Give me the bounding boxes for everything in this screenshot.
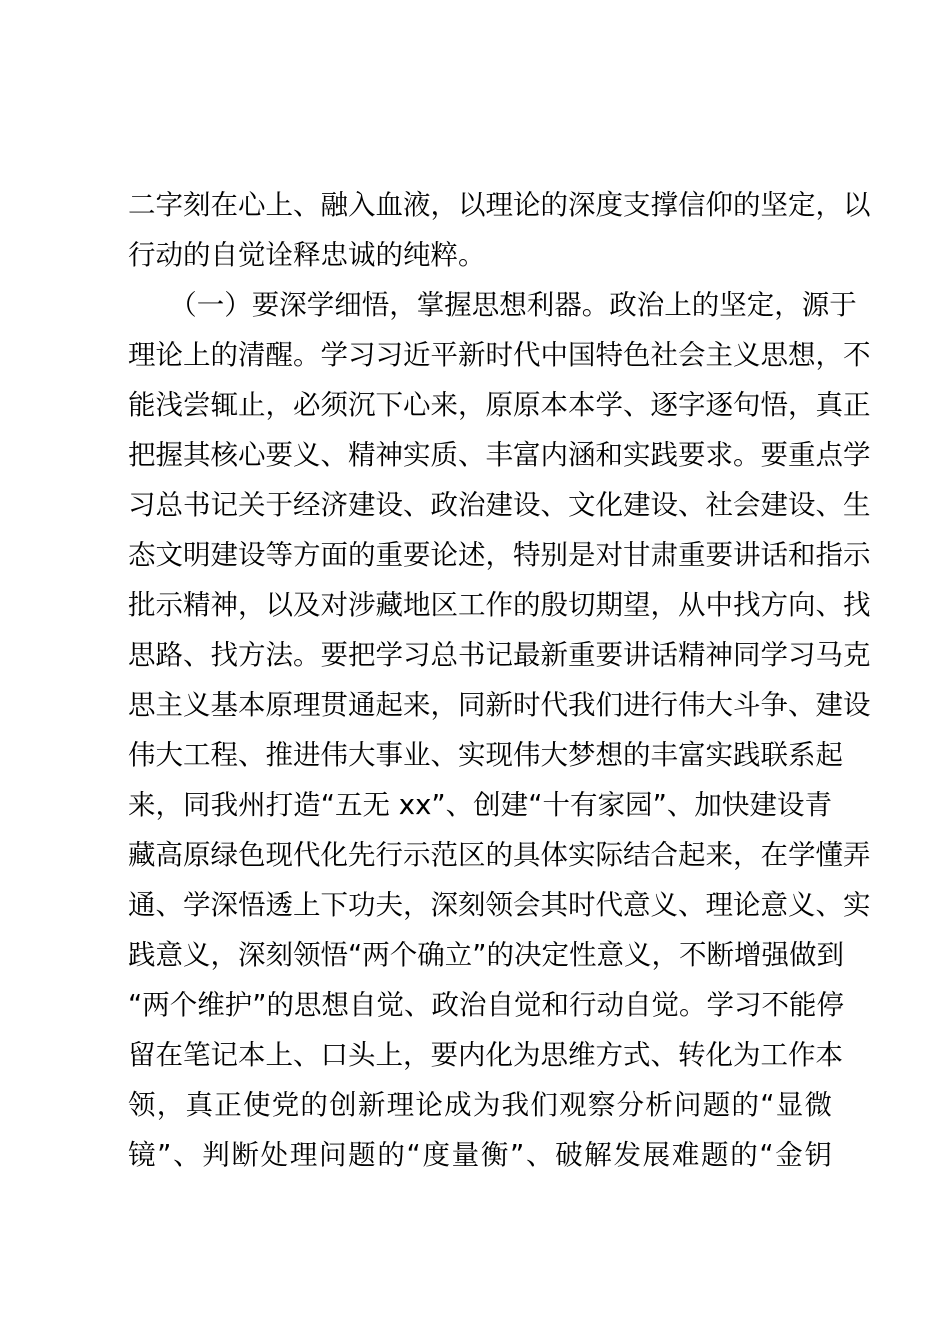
text-line: 能浅尝辄止，必须沉下心来，原原本本学、逐字逐句悟，真正 <box>128 389 871 421</box>
text-line: 来，同我州打造“五无 xx”、创建“十有家园”、加快建设青 <box>128 789 832 821</box>
document-body <box>128 180 871 1180</box>
text-line: 把握其核心要义、精神实质、丰富内涵和实践要求。要重点学 <box>128 439 871 471</box>
text-line: 镜”、判断处理问题的“度量衡”、破解发展难题的“金钥 <box>128 1139 832 1171</box>
text-line: 批示精神，以及对涉藏地区工作的殷切期望，从中找方向、找 <box>128 589 871 621</box>
section-heading-line: （一）要深学细悟，掌握思想利器。政治上的坚定，源于 <box>128 289 857 321</box>
text-line: 习总书记关于经济建设、政治建设、文化建设、社会建设、生 <box>128 489 871 521</box>
text-line: 理论上的清醒。学习习近平新时代中国特色社会主义思想，不 <box>128 339 871 371</box>
text-line: 藏高原绿色现代化先行示范区的具体实际结合起来，在学懂弄 <box>128 839 871 871</box>
text-line: 思路、找方法。要把学习总书记最新重要讲话精神同学习马克 <box>128 639 871 671</box>
text-line: 态文明建设等方面的重要论述，特别是对甘肃重要讲话和指示 <box>128 539 871 571</box>
text-line: 留在笔记本上、口头上，要内化为思维方式、转化为工作本 <box>128 1039 843 1071</box>
text-line: 领，真正使党的创新理论成为我们观察分析问题的“显微 <box>128 1089 832 1121</box>
text-line: 通、学深悟透上下功夫，深刻领会其时代意义、理论意义、实 <box>128 889 871 921</box>
text-line: 思主义基本原理贯通起来，同新时代我们进行伟大斗争、建设 <box>128 689 871 721</box>
text-line: “两个维护”的思想自觉、政治自觉和行动自觉。学习不能停 <box>128 989 844 1021</box>
text-line: 二字刻在心上、融入血液，以理论的深度支撑信仰的坚定，以 <box>128 189 871 221</box>
text-line: 伟大工程、推进伟大事业、实现伟大梦想的丰富实践联系起 <box>128 739 843 771</box>
text-line: 践意义，深刻领悟“两个确立”的决定性意义，不断增强做到 <box>128 939 844 971</box>
text-line: 行动的自觉诠释忠诚的纯粹。 <box>128 239 486 271</box>
